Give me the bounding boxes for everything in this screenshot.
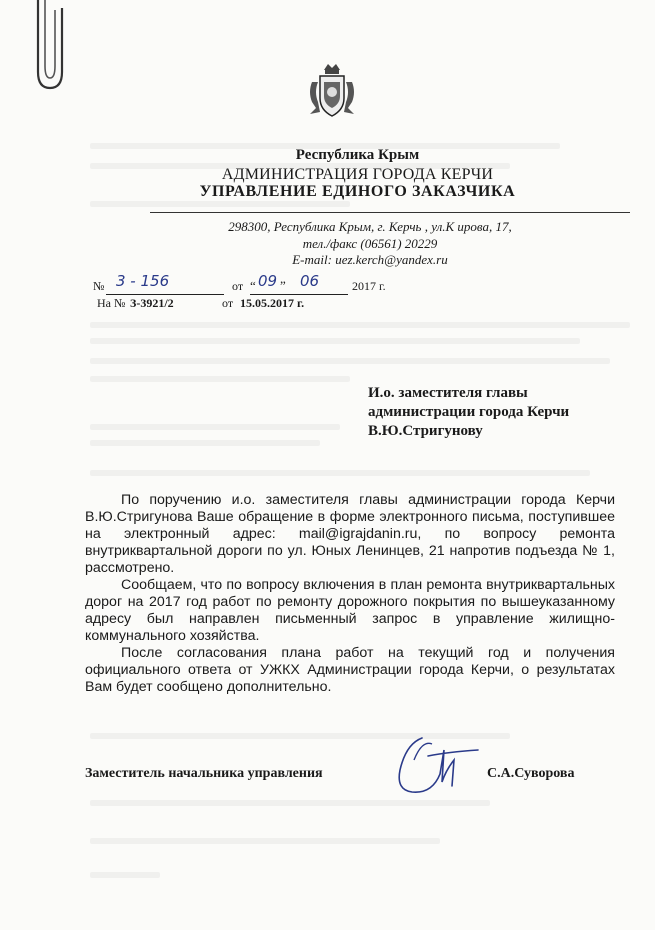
outgoing-date-line xyxy=(250,294,348,295)
outgoing-month: 06 xyxy=(300,272,320,290)
republic-heading: Республика Крым xyxy=(295,147,420,163)
body-paragraph-2: Сообщаем, что по вопросу включения в план ремонта внутриквартальных дорог на 2017 год работ по ремонту дорожного покрытия по вышеуказанному адресу был направлен письменный запрос в управление жилищно-коммунального хозяйства. xyxy=(85,577,615,644)
outgoing-year: 2017 г. xyxy=(352,279,386,293)
reply-from-label: от xyxy=(222,296,234,310)
handwritten-signature xyxy=(392,730,482,800)
signatory-title: Заместитель начальника управления xyxy=(85,766,323,781)
outgoing-from-label: от xyxy=(232,279,244,293)
body-paragraph-3: После согласования плана работ на текущий год и получения официального ответа от УЖКХ Администрации города Керчи, о результатах Вам будет сообщено дополнительно. xyxy=(85,645,615,695)
phone-fax: тел./факс (06561) 20229 xyxy=(302,236,438,251)
letter-body xyxy=(85,492,615,696)
postal-address: 298300, Республика Крым, г. Керчь , ул.К ирова, 17, xyxy=(228,219,512,234)
outgoing-number-line xyxy=(106,294,224,295)
email-address: E-mail: uez.kerch@yandex.ru xyxy=(292,252,448,267)
body-paragraph-1: По поручению и.о. заместителя главы администрации города Керчи В.Ю.Стригунова Ваше обращение в форме электронного письма, поступившее на электронный адрес: mail@igrajdanin.ru, по вопросу ремонта внутриквартальной дороги по ул. Юных Ленинцев, 21 напротив подъезда № 1, рассмотрено. xyxy=(85,492,615,576)
reply-date: 15.05.2017 г. xyxy=(240,296,305,310)
paperclip-icon xyxy=(28,0,68,96)
addressee-name: В.Ю.Стригунову xyxy=(368,423,483,439)
outgoing-number-value: 3 - 156 xyxy=(116,272,170,290)
coat-of-arms-icon xyxy=(306,62,358,120)
outgoing-day: 09 xyxy=(258,272,278,290)
department-heading: УПРАВЛЕНИЕ ЕДИНОГО ЗАКАЗЧИКА xyxy=(199,183,516,200)
outgoing-number-label: № xyxy=(93,279,105,293)
addressee-organization: администрации города Керчи xyxy=(368,404,570,420)
reply-number-value: З-3921/2 xyxy=(130,296,174,310)
administration-heading: АДМИНИСТРАЦИЯ ГОРОДА КЕРЧИ xyxy=(221,166,494,183)
signatory-name: С.А.Суворова xyxy=(487,766,575,781)
addressee-position: И.о. заместителя главы xyxy=(368,385,528,401)
reply-number-label: На № xyxy=(97,296,126,310)
header-divider xyxy=(150,212,630,213)
